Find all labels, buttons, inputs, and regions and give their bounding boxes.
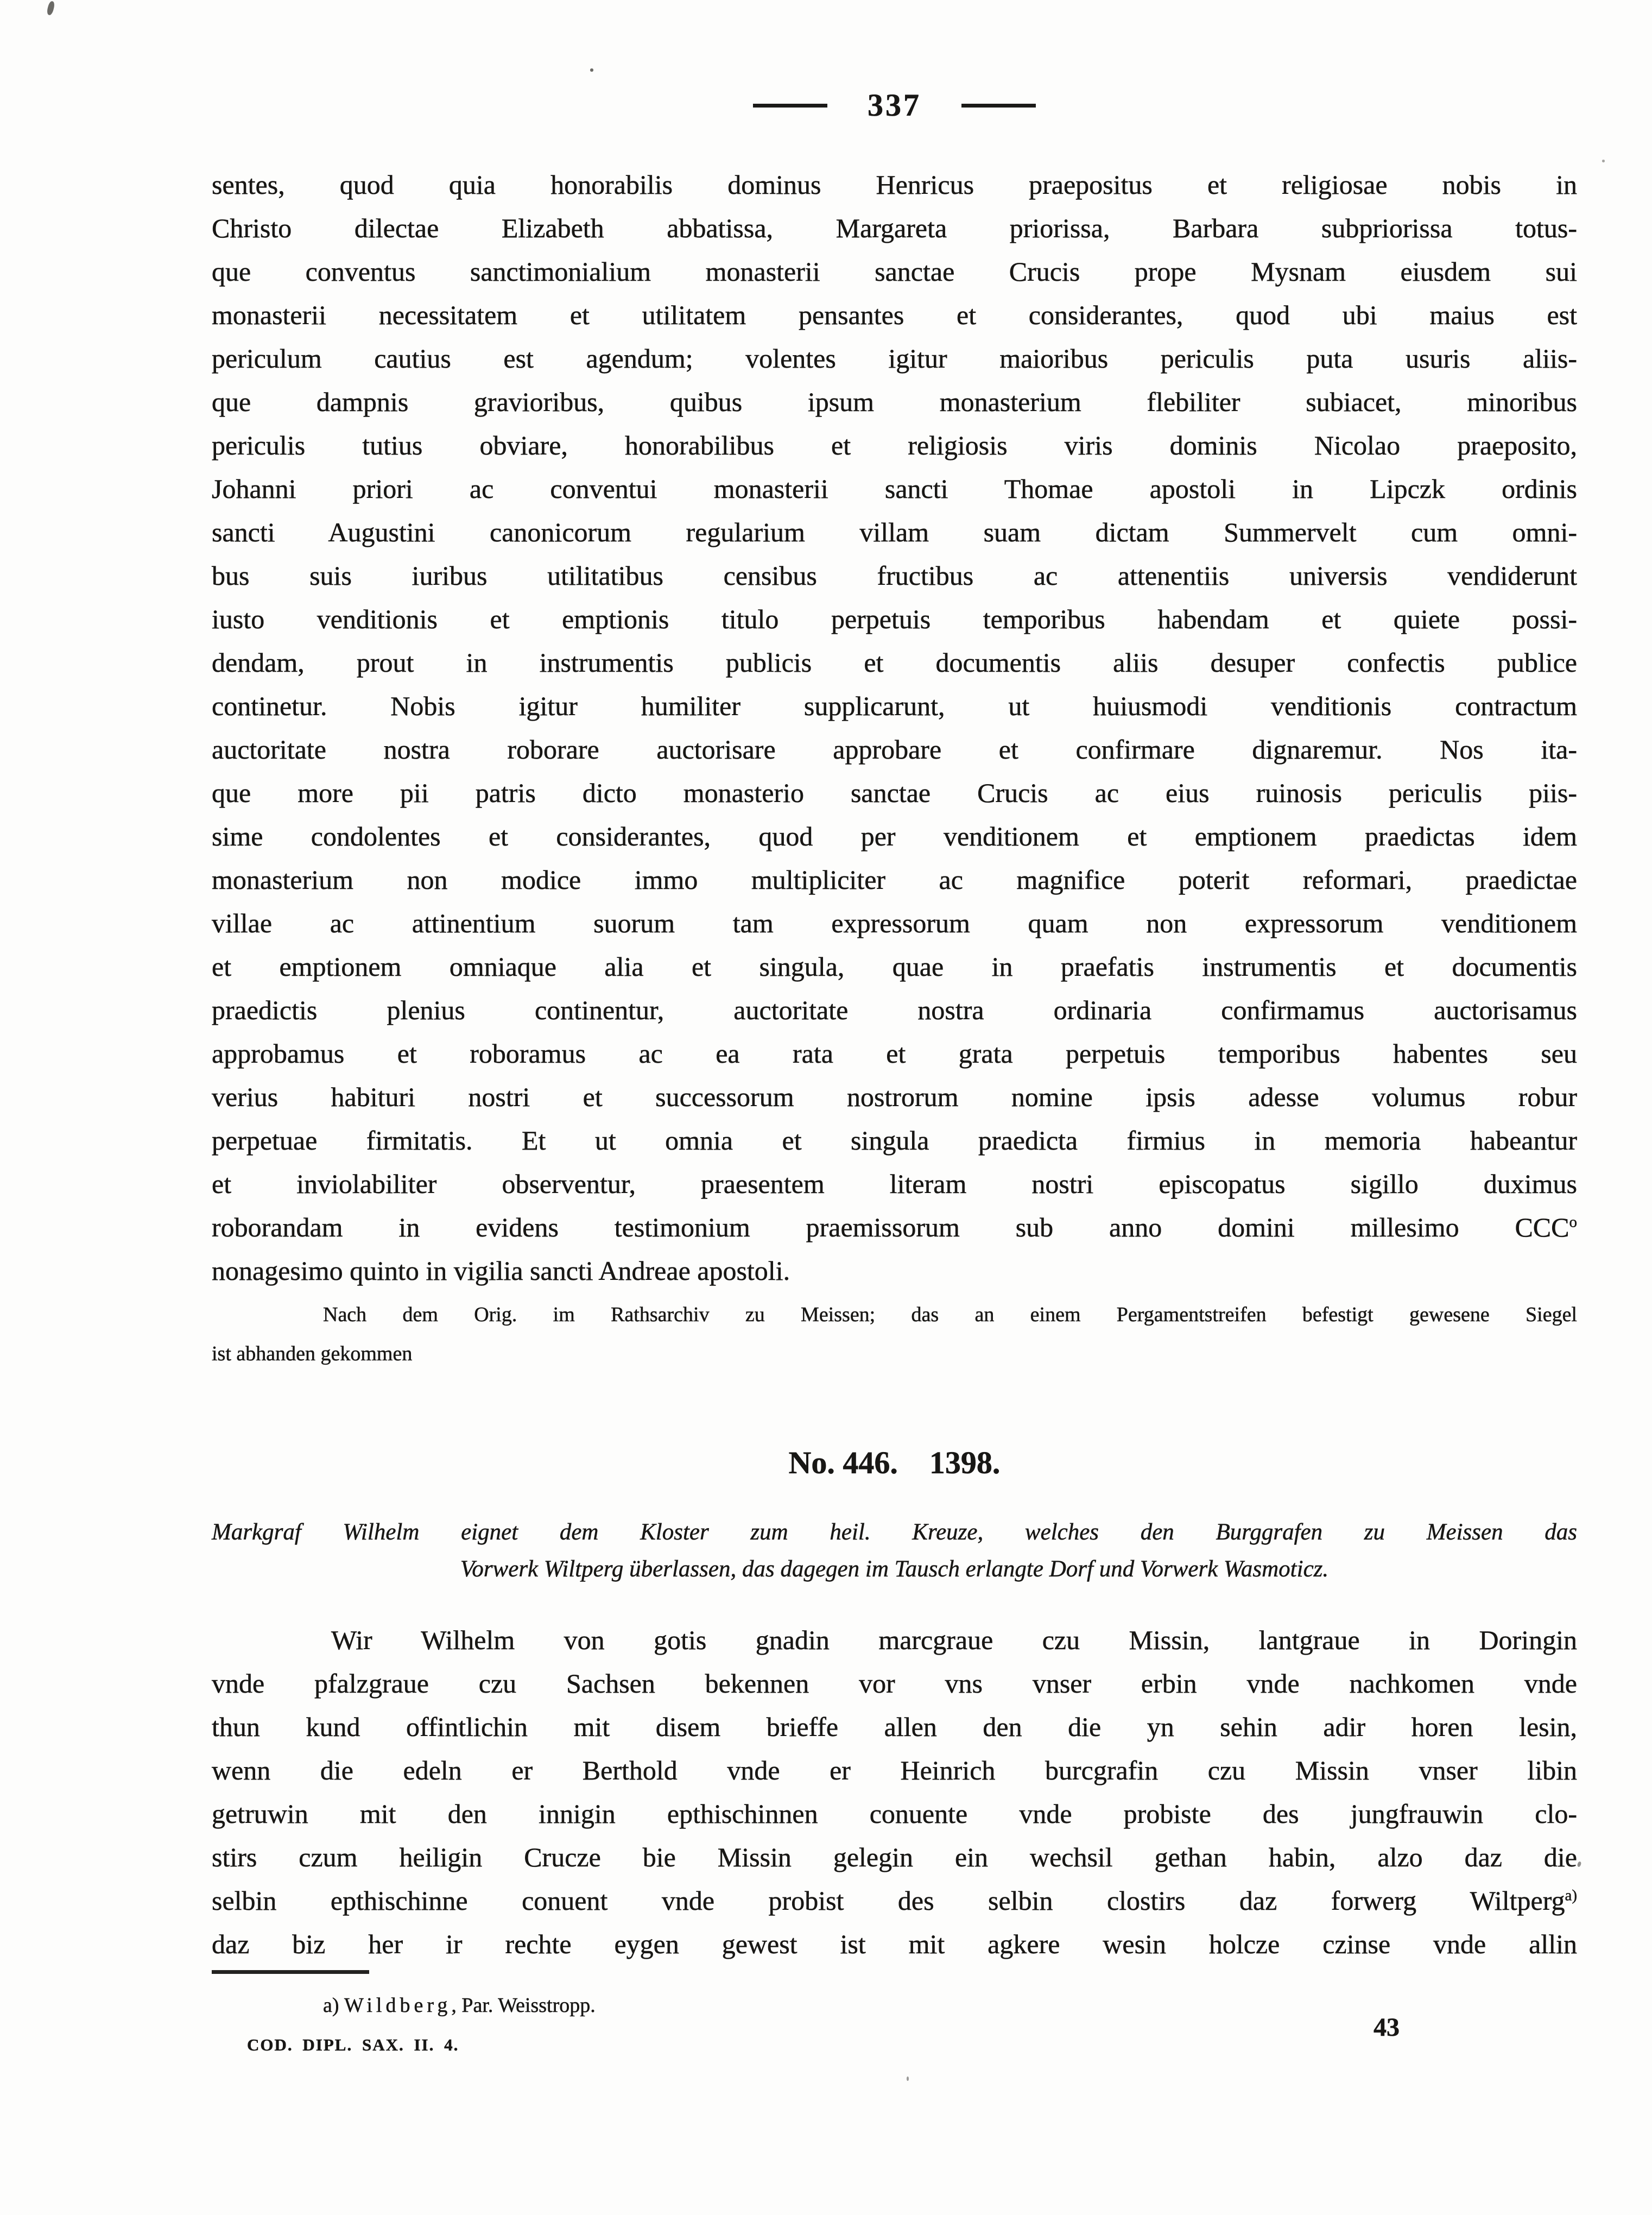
text-line: Vorwerk Wiltperg überlassen, das dagegen im Tausch erlangte Dorf und Vorwerk Wasmoticz. (460, 1556, 1329, 1582)
text-line: selbin epthischinne conuent vnde probist des selbin clostirs daz forwerg Wiltperg$^{a)}$ (212, 1885, 1577, 1916)
text-line: villae ac attinentium suorum tam expressorum quam non expressorum venditionem (212, 908, 1577, 938)
text-line: stirs czum heiligin Crucze bie Missin gelegin ein wechsil gethan habin, alzo daz die (212, 1842, 1577, 1872)
text-line: monasterii necessitatem et utilitatem pensantes et considerantes, quod ubi maius est (212, 300, 1577, 330)
text-line: dendam, prout in instrumentis publicis et documentis aliis desuper confectis publice (212, 647, 1577, 678)
text-line: Christo dilectae Elizabeth abbatissa, Margareta priorissa, Barbara subpriorissa totus- (212, 213, 1577, 243)
text-line: daz biz her ir rechte eygen gewest ist mit agkere wesin holcze czinse vnde allin (212, 1929, 1577, 1959)
text-line: Wir Wilhelm von gotis gnadin marcgraue czu Missin, lantgraue in Doringin (331, 1625, 1577, 1655)
text-line: periculum cautius est agendum; volentes igitur maioribus periculis puta usuris aliis- (212, 343, 1577, 374)
scan-artifact (907, 2077, 909, 2081)
header-rule-right (961, 104, 1036, 108)
text-line: a) Wildberg, Par. Weisstropp. (323, 1994, 596, 2017)
text-line: que more pii patris dicto monasterio sanctae Crucis ac eius ruinosis periculis piis- (212, 778, 1577, 808)
text-line: et emptionem omniaque alia et singula, quae in praefatis instrumentis et documentis (212, 951, 1577, 982)
text-line: nonagesimo quinto in vigilia sancti Andreae apostoli. (212, 1255, 790, 1286)
text-line: Nach dem Orig. im Rathsarchiv zu Meissen; das an einem Pergamentstreifen befestigt gewesene Siegel (323, 1303, 1577, 1326)
footnote-separator-rule (212, 1970, 369, 1974)
scan-artifact (46, 1, 55, 16)
text-line: verius habituri nostri et successorum nostrorum nomine ipsis adesse volumus robur (212, 1082, 1577, 1112)
text-line: wenn die edeln er Berthold vnde er Heinrich burcgrafin czu Missin vnser libin (212, 1755, 1577, 1785)
text-line: praedictis plenius continentur, auctoritate nostra ordinaria confirmamus auctorisamus (212, 995, 1577, 1025)
entry-heading: No. 446. 1398. (788, 1445, 1001, 1480)
entry-summary (212, 1514, 1577, 1588)
series-signature: COD. DIPL. SAX. II. 4. (247, 2035, 459, 2054)
text-line: approbamus et roboramus ac ea rata et grata perpetuis temporibus habentes seu (212, 1038, 1577, 1069)
text-line: bus suis iuribus utilitatibus censibus fructibus ac attenentiis universis vendiderunt (212, 560, 1577, 591)
text-line: iusto venditionis et emptionis titulo perpetuis temporibus habendam et quiete possi- (212, 604, 1577, 634)
text-line: que conventus sanctimonialium monasterii sanctae Crucis prope Mysnam eiusdem sui (212, 256, 1577, 287)
text-line: sancti Augustini canonicorum regularium villam suam dictam Summervelt cum omni- (212, 517, 1577, 547)
page-number: 337 (868, 87, 921, 123)
text-line: que dampnis gravioribus, quibus ipsum monasterium flebiliter subiacet, minoribus (212, 387, 1577, 417)
scan-artifact (1577, 1861, 1582, 1867)
provenance-note (212, 1295, 1577, 1373)
scan-artifact (590, 68, 593, 72)
text-line: getruwin mit den innigin epthischinnen conuente vnde probiste des jungfrauwin clo- (212, 1798, 1577, 1829)
text-line: sentes, quod quia honorabilis dominus Henricus praepositus et religiosae nobis in (212, 169, 1577, 200)
header-rule-left (753, 104, 827, 108)
text-line: continetur. Nobis igitur humiliter supplicarunt, ut huiusmodi venditionis contractum (212, 691, 1577, 721)
sheet-signature-number: 43 (1373, 2013, 1400, 2042)
text-line: perpetuae firmitatis. Et ut omnia et singula praedicta firmius in memoria habeantur (212, 1125, 1577, 1156)
text-line: monasterium non modice immo multipliciter ac magnifice poterit reformari, praedictae (212, 864, 1577, 895)
text-line: ist abhanden gekommen (212, 1342, 413, 1365)
german-charter-text (212, 1618, 1577, 1966)
text-line: et inviolabiliter observentur, praesentem literam nostri episcopatus sigillo duximus (212, 1169, 1577, 1199)
page-header (212, 86, 1577, 125)
text-line: vnde pfalzgraue czu Sachsen bekennen vor vns vnser erbin vnde nachkomen vnde (212, 1668, 1577, 1699)
text-line: Markgraf Wilhelm eignet dem Kloster zum heil. Kreuze, welches den Burggrafen zu Meissen das (212, 1519, 1577, 1545)
text-line: roborandam in evidens testimonium praemissorum sub anno domini millesimo CCC$^o$ (212, 1212, 1577, 1242)
text-line: Johanni priori ac conventui monasterii sancti Thomae apostoli in Lipczk ordinis (212, 474, 1577, 504)
footnote (212, 1993, 1577, 2018)
text-line: sime condolentes et considerantes, quod per venditionem et emptionem praedictas idem (212, 821, 1577, 851)
scan-artifact (1602, 160, 1605, 162)
text-line: periculis tutius obviare, honorabilibus et religiosis viris dominis Nicolao praeposito, (212, 430, 1577, 460)
latin-charter-text (212, 163, 1577, 1292)
text-line: thun kund offintlichin mit disem brieffe allen den die yn sehin adir horen lesin, (212, 1712, 1577, 1742)
text-line: auctoritate nostra roborare auctorisare approbare et confirmare dignaremur. Nos ita- (212, 734, 1577, 765)
